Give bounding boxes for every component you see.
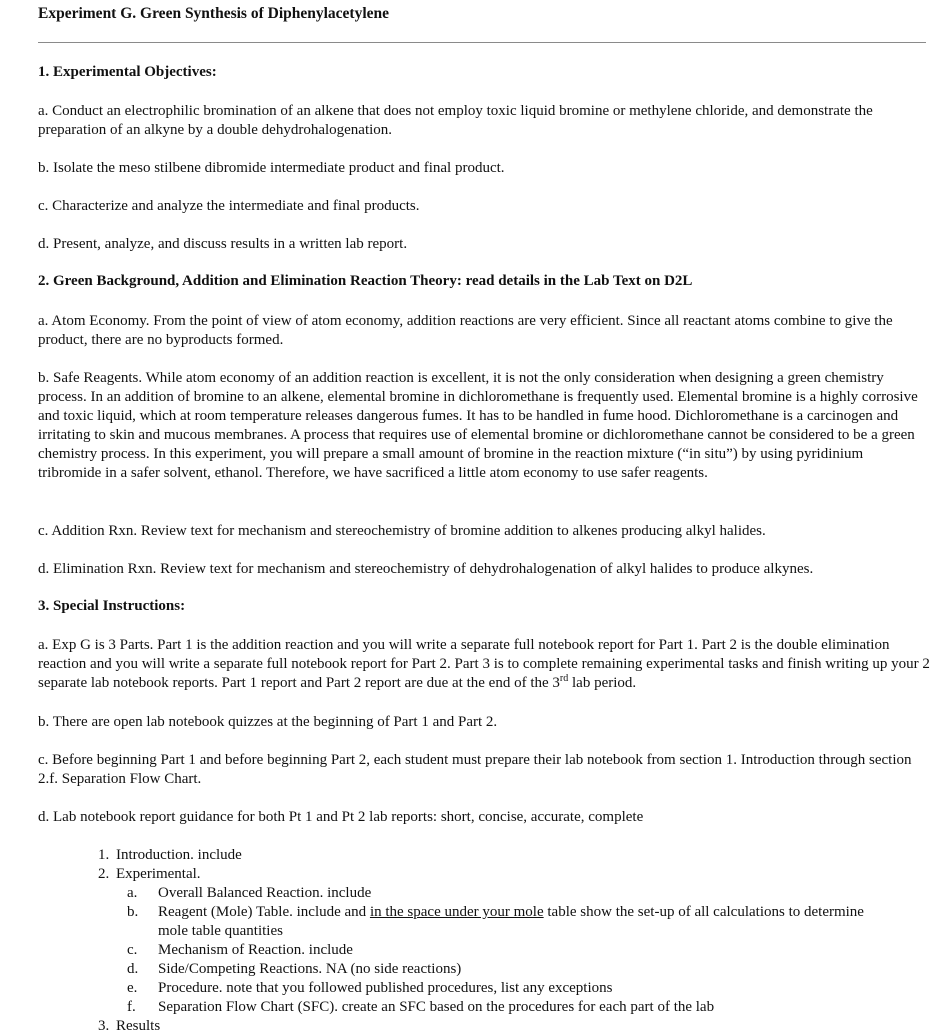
section-3-heading: 3. Special Instructions:: [38, 598, 186, 614]
list-item: [98, 1017, 160, 1036]
list-item: [98, 865, 201, 884]
objective-c: c. Characterize and analyze the intermediate and final products.: [38, 198, 420, 214]
list-text: Results: [116, 1018, 161, 1034]
list-text: Introduction. include: [116, 847, 242, 863]
instruction-a: [38, 636, 930, 693]
instruction-d: d. Lab notebook report guidance for both Pt 1 and Pt 2 lab reports: short, concise, accurate, complete: [38, 809, 644, 825]
objective-a: a. Conduct an electrophilic bromination of an alkene that does not employ toxic liquid bromine or methylene chloride, and demonstrate the preparation of an alkyne by a double dehydrohalogenation.: [38, 103, 873, 138]
sublist-text: [158, 903, 888, 941]
sublist-letter: a.: [127, 885, 138, 901]
sublist-text: Separation Flow Chart (SFC). create an SFC based on the procedures for each part of the lab: [158, 999, 715, 1015]
sublist-text: Procedure. note that you followed published procedures, list any exceptions: [158, 980, 613, 996]
sublist-letter: d.: [127, 961, 139, 977]
background-a: a. Atom Economy. From the point of view of atom economy, addition reactions are very efficient. Since all reactant atoms combine to give the product, there are no byproducts formed.: [38, 313, 893, 348]
section-1-heading: 1. Experimental Objectives:: [38, 64, 217, 80]
sublist-letter: c.: [127, 942, 138, 958]
list-number: 2.: [98, 866, 110, 882]
sublist-text: Side/Competing Reactions. NA (no side reactions): [158, 961, 462, 977]
sublist-letter: b.: [127, 904, 139, 920]
instruction-c: c. Before beginning Part 1 and before beginning Part 2, each student must prepare their lab notebook from section 1. Introduction through section 2.f. Separation Flow Chart.: [38, 752, 912, 787]
sublist-letter: e.: [127, 980, 138, 996]
sublist-text-post: table show the set-up of all calculations to determine mole table quantities: [158, 904, 864, 939]
instruction-a-superscript: rd: [559, 673, 569, 684]
list-item: [98, 846, 242, 865]
instruction-a-end: lab period.: [568, 675, 637, 691]
sublist-text-pre: Reagent (Mole) Table. include and: [158, 904, 370, 920]
list-number: 1.: [98, 847, 110, 863]
document-title: Experiment G. Green Synthesis of Diphenylacetylene: [38, 5, 390, 22]
sublist-letter: f.: [127, 999, 136, 1015]
list-text: Experimental.: [116, 866, 201, 882]
instruction-b: b. There are open lab notebook quizzes at the beginning of Part 1 and Part 2.: [38, 714, 498, 730]
objective-d: d. Present, analyze, and discuss results in a written lab report.: [38, 236, 408, 252]
title-divider: [38, 42, 926, 43]
instruction-a-text: a. Exp G is 3 Parts. Part 1 is the addition reaction and you will write a separate full notebook report for Part 1. Part 2 is the double elimination reaction and you will write a separate full notebook report for Part 2. Part 3 is to complete remaining experimental tasks and finish writing up your 2 separate lab notebook reports. Part 1 report and Part 2 report are due at the end of the 3: [38, 637, 930, 691]
section-2-heading: 2. Green Background, Addition and Elimination Reaction Theory: read details in the Lab Text on D2L: [38, 273, 693, 289]
background-d: d. Elimination Rxn. Review text for mechanism and stereochemistry of dehydrohalogenation of alkyl halides to produce alkynes.: [38, 561, 814, 577]
background-c: c. Addition Rxn. Review text for mechanism and stereochemistry of bromine addition to alkenes producing alkyl halides.: [38, 523, 766, 539]
sublist-text: Mechanism of Reaction. include: [158, 942, 353, 958]
sublist-text-underlined: in the space under your mole: [369, 904, 544, 920]
background-b: b. Safe Reagents. While atom economy of an addition reaction is excellent, it is not the only consideration when designing a green chemistry process. In an addition of bromine to an alkene, elemental bromine in dichloromethane is frequently used. Elemental bromine is a highly corrosive and toxic liquid, which at room temperature releases dangerous fumes. It has to be handled in fume hood. Dichloromethane is a carcinogen and irritating to skin and mucous membranes. A process that requires use of elemental bromine or dichloromethane cannot be considered to be a green chemistry process. In this experiment, you will prepare a small amount of bromine in the reaction mixture (“in situ”) by using pyridinium tribromide in a safer solvent, ethanol. Therefore, we have sacrificed a little atom economy to use safer reagents.: [38, 370, 918, 481]
list-number: 3.: [98, 1018, 110, 1034]
sublist-text: Overall Balanced Reaction. include: [158, 885, 372, 901]
objective-b: b. Isolate the meso stilbene dibromide intermediate product and final product.: [38, 160, 505, 176]
